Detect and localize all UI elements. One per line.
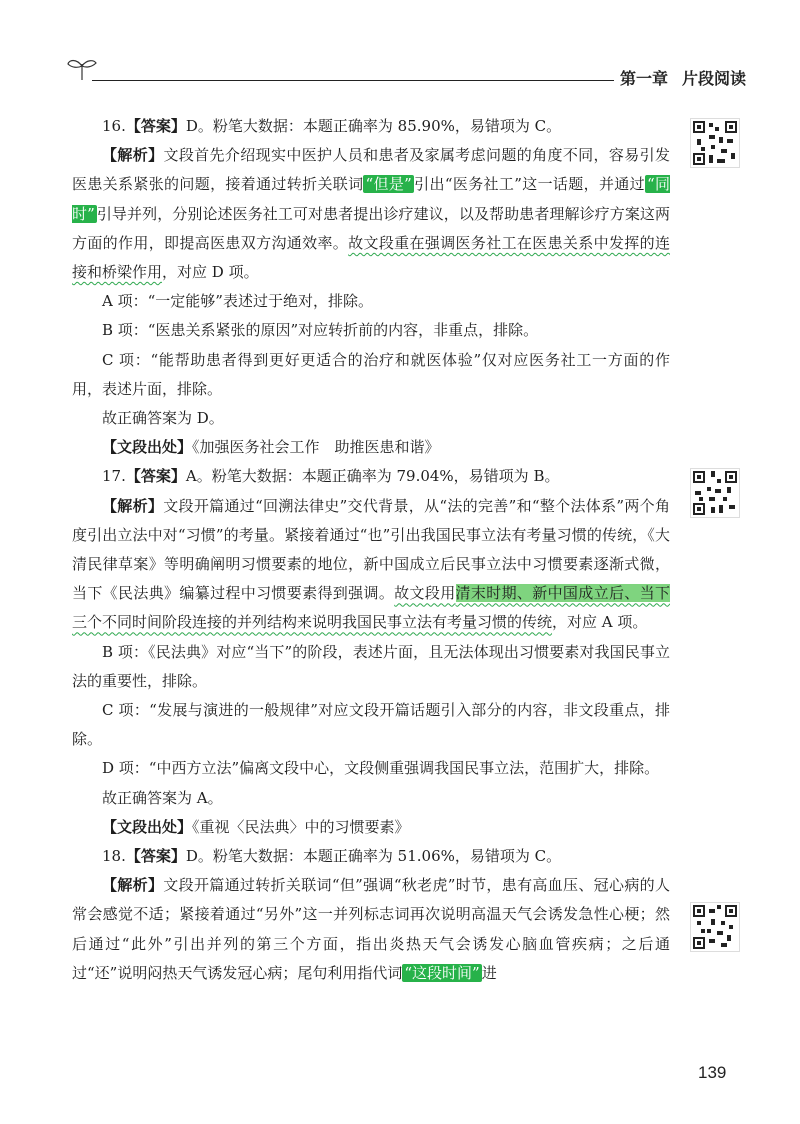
q17-answer: [72, 462, 670, 491]
answer-tag: 【答案】: [125, 847, 186, 866]
section-title: 片段阅读: [682, 69, 747, 88]
analysis-text: 文段开篇通过“回溯法律史”交代背景，从“法的完善”和“整个法体系”两个角度引出立法中对“习惯”的考量。紧接着通过“也”引出我国民事立法有考量习惯的传统，《大清民律草案》等明确阐明习惯要素的地位，新中国成立后民事立法中习惯要素逐渐式微，当下《民法典》编纂过程中习惯要素得到强调。: [72, 496, 670, 603]
analysis-text: 引出“医务社工”这一话题，并通过: [413, 175, 645, 194]
highlight-keyword: “但是”: [365, 175, 412, 194]
qr-code-18-icon[interactable]: [690, 902, 740, 952]
highlight-keyword: “同时”: [72, 175, 670, 223]
q16-answer: [72, 112, 670, 141]
analysis-text: ，对应 A 项。: [552, 613, 648, 632]
option-explanation: B 项：“医患关系紧张的原因”对应转折前的内容，非重点，排除。: [102, 321, 539, 340]
option-explanation: D 项：“中西方立法”偏离文段中心，文段侧重强调我国民事立法，范围扩大，排除。: [102, 759, 660, 778]
analysis-tag: 【解析】: [102, 876, 164, 895]
underlined-conclusion: 故文段重在强调医务社工在医患关系中发挥的连接和桥梁作用: [72, 233, 670, 282]
option-explanation: A 项：“一定能够”表述过于绝对，排除。: [102, 292, 373, 311]
question-number: 17.: [102, 467, 126, 486]
sprout-icon: [66, 52, 98, 82]
analysis-text: 进: [481, 963, 497, 982]
q16-conclusion: 故正确答案为 D。: [102, 409, 224, 428]
answer-text: D。粉笔大数据：本题正确率为 85.90%，易错项为 C。: [185, 117, 562, 135]
q17-analysis: [72, 492, 670, 638]
analysis-text: ，对应 D 项。: [162, 263, 259, 282]
answer-explanations: [72, 112, 670, 988]
chapter-title: [620, 66, 760, 89]
q16-analysis: [72, 141, 670, 287]
analysis-tag: 【解析】: [102, 146, 164, 165]
source-text: 《加强医务社会工作 助推医患和谐》: [192, 438, 440, 457]
answer-text: D。粉笔大数据：本题正确率为 51.06%，易错项为 C。: [185, 847, 562, 866]
page-number: 139: [698, 1063, 727, 1082]
option-explanation: C 项：“能帮助患者得到更好更适合的治疗和就医体验”仅对应医务社工一方面的作用，表述片面，排除。: [72, 350, 670, 398]
underlined-conclusion: 故文段用: [394, 584, 456, 603]
analysis-text: 文段开篇通过转折关联词“但”强调“秋老虎”时节，患有高血压、冠心病的人常会感觉不适；紧接着通过“另外”这一并列标志词再次说明高温天气会诱发急性心梗；然后通过“此外”引出并列的第三个方面，指出炎热天气会诱发心脑血管疾病；之后通过“还”说明闷热天气诱发冠心病；尾句利用指代词: [72, 876, 670, 982]
answer-text: A。粉笔大数据：本题正确率为 79.04%，易错项为 B。: [185, 467, 560, 486]
q17-conclusion: 故正确答案为 A。: [102, 788, 223, 807]
analysis-text: 引导并列，分别论述医务社工可对患者提出诊疗建议，以及帮助患者理解诊疗方案这两方面的作用，即提高医患双方沟通效率。: [72, 204, 670, 252]
underlined-conclusion: 三个不同时间阶段连接的并列结构来说明我国民事立法有考量习惯的传统: [72, 613, 553, 632]
question-number: 16.: [102, 117, 126, 135]
q17-source: [72, 813, 670, 842]
analysis-text: 文段首先介绍现实中医护人员和患者及家属考虑问题的角度不同，容易引发医患关系紧张的问题，接着通过转折关联词: [72, 146, 670, 194]
qr-code-16-icon[interactable]: [690, 118, 740, 168]
page-header: [0, 0, 800, 110]
chapter-number: 第一章: [620, 69, 669, 88]
source-tag: 【文段出处】: [102, 438, 193, 457]
analysis-tag: 【解析】: [102, 496, 164, 515]
highlight-phrase: 清末时期、新中国成立后、当下: [455, 584, 670, 603]
source-tag: 【文段出处】: [102, 817, 193, 836]
option-explanation: B 项：《民法典》对应“当下”的阶段，表述片面，且无法体现出习惯要素对我国民事立法的重要性，排除。: [72, 642, 670, 690]
option-explanation: C 项：“发展与演进的一般规律”对应文段开篇话题引入部分的内容，非文段重点，排除。: [72, 701, 670, 749]
q18-analysis: [72, 871, 670, 988]
header-rule: [92, 80, 614, 81]
question-number: 18.: [102, 847, 126, 866]
source-text: 《重视〈民法典〉中的习惯要素》: [192, 817, 410, 836]
answer-tag: 【答案】: [125, 117, 186, 135]
answer-tag: 【答案】: [125, 467, 186, 486]
qr-code-17-icon[interactable]: [690, 468, 740, 518]
highlight-keyword: “这段时间”: [404, 963, 480, 982]
q16-source: [72, 433, 670, 462]
q18-answer: [72, 842, 670, 871]
